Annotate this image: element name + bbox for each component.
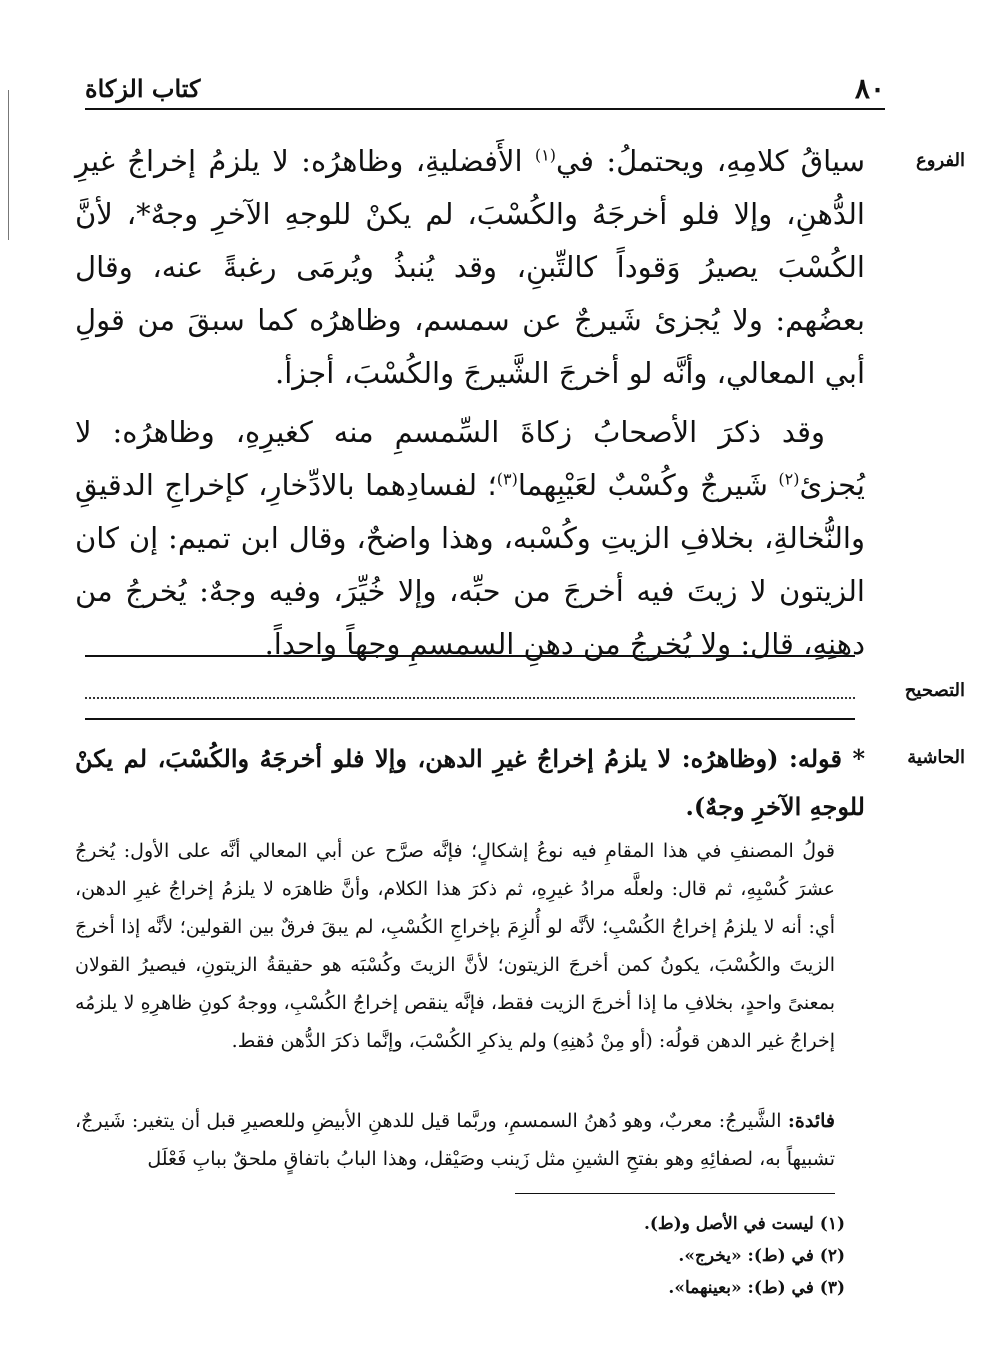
main-text — [75, 135, 865, 671]
label-hashiya: الحاشية — [907, 747, 965, 768]
footnote-3: (٣) في (ط): «بعينهما». — [668, 1278, 845, 1298]
main-paragraph-2: وقد ذكرَ الأصحابُ زكاةَ السِّمسمِ منه كغيرِهِ، وظاهرُه: لا يُجزئ$^{(٢)}$ شَيرجٌ وكُسْبٌ لعَيْبِهما$^{(٣)}$؛ لفسادِهما بالادِّخارِ، كإخراجِ الدقيقِ والنُّخالةِ، بخلافِ الزيتِ وكُسْبه، وهذا واضحٌ، وقال ابن تميم: إن كان الزيتون لا زيتَ فيه أخرجَ من حبِّه، وإلا خُيِّرَ، وفيه وجهٌ: يُخرجُ من دهنِهِ، قال: ولا يُخرجُ من دهنِ السمسمِ وجهاً واحداً. — [75, 415, 865, 661]
label-furu: الفروع — [916, 150, 965, 171]
running-header — [85, 70, 885, 104]
section-rule-top — [85, 655, 855, 657]
footnotes — [445, 1208, 845, 1304]
tashih-dotted-line — [85, 697, 855, 699]
footnote-rule — [515, 1193, 835, 1194]
faida-paragraph — [75, 1102, 835, 1178]
scan-margin-mark — [8, 90, 9, 240]
section-rule-bottom — [85, 718, 855, 720]
faida-text: الشَّيرجُ: معربٌ، وهو دُهنُ السمسمِ، وربَّما قيل للدهنِ الأبيضِ وللعصيرِ قبل أن يتغير: شَيرجٌ، تشبيهاً به، لصفائِهِ وهو بفتحِ الشينِ مثل زَينب وصَيْقل، وهذا البابُ باتفاقٍ ملحقٌ ببابِ فَعْلَل — [75, 1110, 835, 1170]
page-number: ٨٠ — [854, 72, 885, 105]
hashiya-lead: * قوله: (وظاهرُه: لا يلزمُ إخراجُ غيرِ الدهن، وإلا فلو أخرجَهُ والكُسْبَ، لم يكنْ للوجهِ الآخرِ وجهٌ). — [75, 744, 865, 821]
hashiya-body — [75, 832, 835, 1060]
footnote-ref-2: (٢) — [778, 469, 800, 489]
label-tashih: التصحيح — [904, 680, 965, 701]
footnote-ref-1: (١) — [534, 145, 556, 165]
faida-label: فائدة: — [787, 1110, 835, 1132]
footnote-2: (٢) في (ط): «يخرج». — [678, 1246, 845, 1266]
footnote-1: (١) ليست في الأصل و(ط). — [643, 1214, 845, 1234]
footnote-ref-3: (٣) — [496, 469, 518, 489]
book-title: كتاب الزكاة — [85, 74, 201, 103]
main-paragraph-1: سياقُ كلامِهِ، ويحتملُ: في$^{(١)}$ الأَفضليةِ، وظاهرُه: لا يلزمُ إخراجُ غيرِ الدُّهنِ، وإلا فلو أخرجَهُ والكُسْبَ، لم يكنْ للوجهِ الآخرِ وجهٌ*، لأنَّ الكُسْبَ يصيرُ وَقوداً كالتِّبنِ، وقد يُنبذُ ويُرمَى رغبةً عنه، وقال بعضُهم: ولا يُجزئ شَيرجٌ عن سمسم، وظاهرُه كما سبقَ من قولِ أبي المعالي، وأنَّه لو أخرجَ الشَّيرجَ والكُسْبَ، أجزأ. — [75, 144, 865, 390]
hashiya-paragraph: قولُ المصنفِ في هذا المقامِ فيه نوعُ إشكالٍ؛ فإنَّه صرَّح عن أبي المعالي أنَّه على الأول: يُخرجُ عشرَ كُسْبِهِ، ثم قال: ولعلَّه مرادُ غيرِهِ، ثم ذكرَ هذا الكلام، وأنَّ ظاهرَه لا يلزمُ إخراجُ غيرِ الدهن، أي: أنه لا يلزمُ إخراجُ الكُسْبِ؛ لأنَّه لو أُلزِمَ بإخراجِ الكُسْبِ، لم يبقَ فرقٌ بين القولين؛ لأنَّه إذا أخرجَ الزيتَ والكُسْبَ، يكونُ كمن أخرجَ الزيتون؛ لأنَّ الزيتَ وكُسْبَه هو حقيقةُ الزيتونِ، فيصيرُ القولان بمعنىً واحدٍ، بخلافِ ما إذا أخرجَ الزيت فقط، فإنَّه ينقص إخراجُ الكُسْبِ، ووجهُ كونِ ظاهرِهِ لا يلزمُه إخراجُ غير الدهن قولُه: (أو مِنْ دُهنِهِ) ولم يذكرِ الكُسْبَ، وإنَّما ذكرَ الدُّهن فقط. — [75, 840, 835, 1052]
header-rule — [85, 108, 885, 110]
